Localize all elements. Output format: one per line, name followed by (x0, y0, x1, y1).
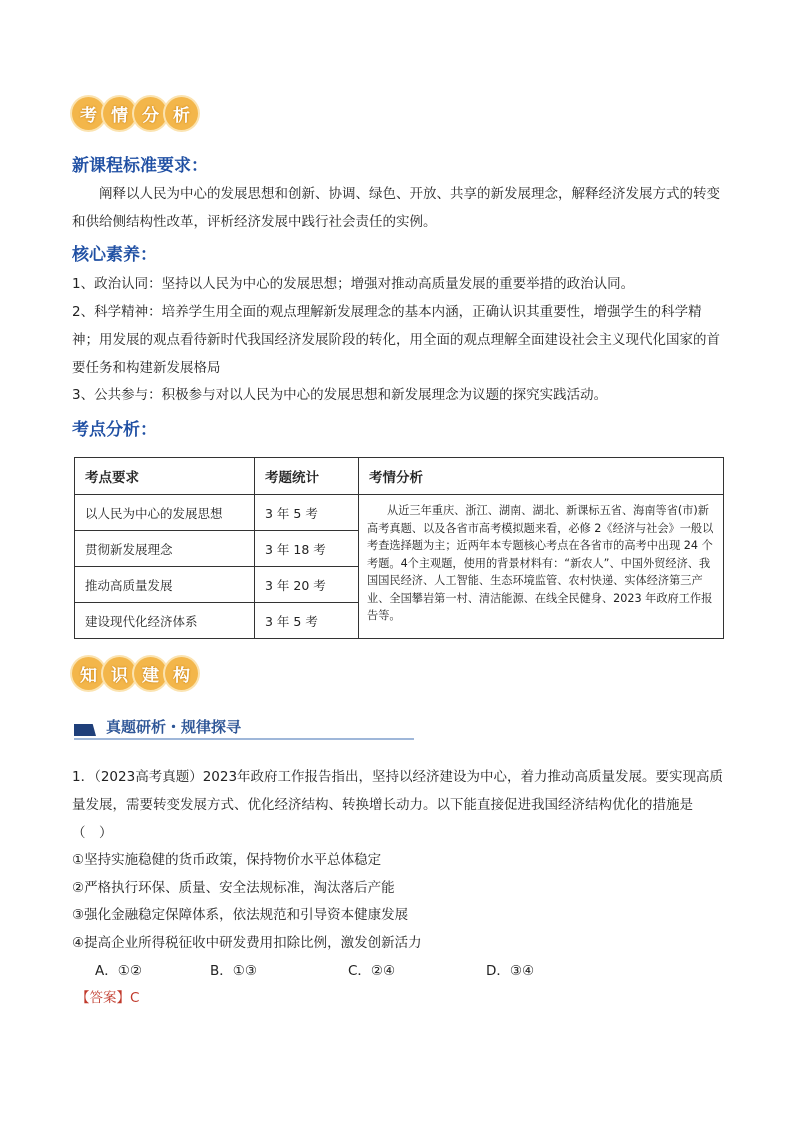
banner-circle: 分 (134, 97, 167, 130)
literacy-item-1: 1、政治认同：坚持以人民为中心的发展思想；增强对推动高质量发展的重要举措的政治认同。 (72, 276, 635, 292)
analysis-cell (359, 495, 724, 639)
banner-circle: 构 (165, 657, 198, 690)
header-rule (74, 738, 414, 740)
literacy-heading: 核心素养： (72, 245, 157, 265)
standard-heading: 新课程标准要求： (72, 156, 208, 176)
analysis-text: 从近三年重庆、浙江、湖南、湖北、新课标五省、海南等省(市)新高考真题、以及各省市高考模拟题来看，必修 2《经济与社会》一般以考查选择题为主；近两年本专题核心考点在各省市的高考中出现 24 个考题。4个主观题，使用的背景材料有：“新农人”、中国外贸经济、我国国民经济、人工智能、生态环境监管、农村快递、实体经济第三产业、全国攀岩第一村、清洁能源、在线全民健身、2023 年政府工作报告等。 (367, 504, 714, 622)
table-cell: 3 年 20 考 (255, 567, 359, 603)
table-cell: 3 年 5 考 (255, 603, 359, 639)
table-cell: 3 年 5 考 (255, 495, 359, 531)
table-cell: 贯彻新发展理念 (75, 531, 255, 567)
banner-circle: 考 (72, 97, 105, 130)
points-heading: 考点分析： (72, 420, 157, 440)
table-header-cell: 考题统计 (255, 458, 359, 495)
exam-analysis-table (74, 457, 724, 639)
statement-2: ②严格执行环保、质量、安全法规标准，淘汰落后产能 (72, 880, 395, 896)
table-header-cell: 考点要求 (75, 458, 255, 495)
table-cell: 3 年 18 考 (255, 531, 359, 567)
subsection-title: 真题研析・规律探寻 (106, 718, 242, 736)
answer-line (76, 986, 139, 1006)
options-row (95, 959, 566, 979)
option-c: C．②④ (348, 963, 396, 979)
answer-value: C (130, 990, 140, 1006)
section-banner-kaoqing (72, 92, 196, 134)
option-a: A．①② (95, 963, 142, 979)
literacy-item-2: 2、科学精神：培养学生用全面的观点理解新发展理念的基本内涵，正确认识其重要性，增强学生的科学精神；用发展的观点看待新时代我国经济发展阶段的转化，用全面的观点理解全面建设社会主义现代化国家的首要任务和构建新发展格局 (72, 304, 720, 376)
subsection-header (74, 714, 414, 740)
banner-circle: 析 (165, 97, 198, 130)
option-d: D．③④ (486, 963, 535, 979)
answer-tag: 【答案】 (76, 990, 130, 1006)
statement-3: ③强化金融稳定保障体系，依法规范和引导资本健康发展 (72, 907, 409, 923)
table-header-cell: 考情分析 (359, 458, 724, 495)
table-cell: 推动高质量发展 (75, 567, 255, 603)
banner-circle: 建 (134, 657, 167, 690)
banner-circle: 情 (103, 97, 136, 130)
banner-circle: 知 (72, 657, 105, 690)
table-cell: 以人民为中心的发展思想 (75, 495, 255, 531)
literacy-item-3: 3、公共参与：积极参与对以人民为中心的发展思想和新发展理念为议题的探究实践活动。 (72, 387, 608, 403)
question-stem: 1．（2023高考真题）2023年政府工作报告指出，坚持以经济建设为中心，着力推动高质量发展。要实现高质量发展，需要转变发展方式、优化经济结构、转换增长动力。以下能直接促进我国经济结构优化的措施是（ ） (72, 769, 724, 841)
option-b: B．①③ (210, 963, 257, 979)
table-header-row (75, 458, 724, 495)
table-cell: 建设现代化经济体系 (75, 603, 255, 639)
section-banner-zhishi (72, 652, 196, 694)
statement-1: ①坚持实施稳健的货币政策，保持物价水平总体稳定 (72, 852, 382, 868)
banner-circle: 识 (103, 657, 136, 690)
standard-text: 阐释以人民为中心的发展思想和创新、协调、绿色、开放、共享的新发展理念，解释经济发展方式的转变和供给侧结构性改革，评析经济发展中践行社会责任的实例。 (72, 186, 720, 230)
statement-4: ④提高企业所得税征收中研发费用扣除比例，激发创新活力 (72, 935, 422, 951)
header-block-icon (74, 724, 96, 736)
table-row (75, 495, 724, 531)
